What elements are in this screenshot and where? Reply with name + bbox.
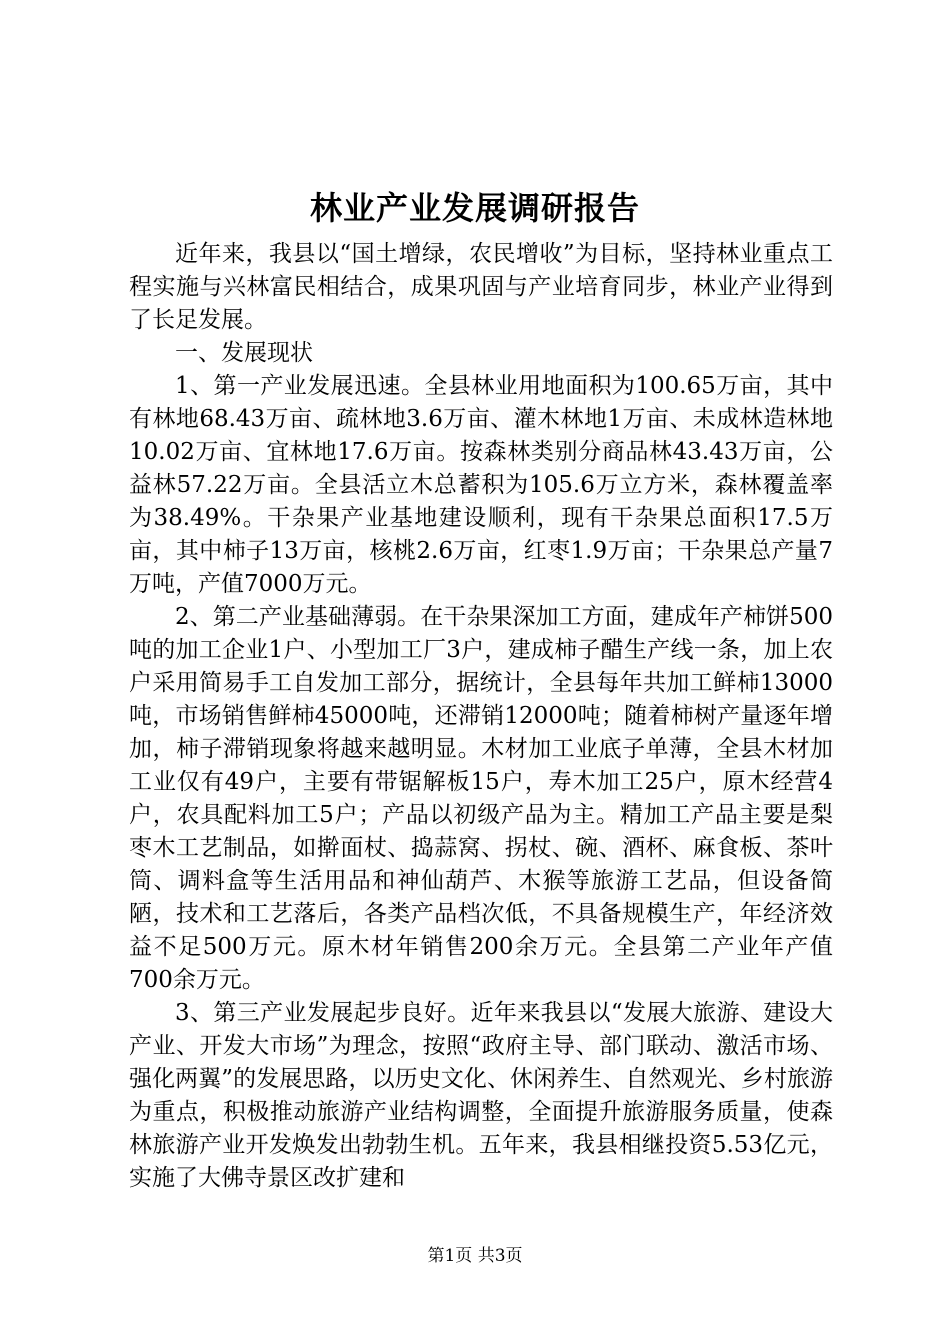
document-body (129, 238, 833, 1195)
document-title: 林业产业发展调研报告 (309, 189, 640, 227)
page-number-footer: 第1页 共3页 (427, 1246, 523, 1266)
paragraph-primary-industry: 1、第一产业发展迅速。全县林业用地面积为100.65万亩，其中有林地68.43万亩、疏林地3.6万亩、灌木林地1万亩、未成林造林地10.02万亩、宜林地17.6万亩。按森林类别分商品林43.43万亩，公益林57.22万亩。全县活立木总蓄积为105.6万立方米，森林覆盖率为38.49%。干杂果产业基地建设顺利，现有干杂果总面积17.5万亩，其中柿子13万亩，核桃2.6万亩，红枣1.9万亩；干杂果总产量7万吨，产值7000万元。 (129, 373, 833, 597)
paragraph-tertiary-industry: 3、第三产业发展起步良好。近年来我县以“发展大旅游、建设大产业、开发大市场”为理念，按照“政府主导、部门联动、激活市场、强化两翼”的发展思路，以历史文化、休闲养生、自然观光、乡村旅游为重点，积极推动旅游产业结构调整，全面提升旅游服务质量，使森林旅游产业开发焕发出勃勃生机。五年来，我县相继投资5.53亿元，实施了大佛寺景区改扩建和 (129, 1000, 833, 1191)
paragraph-secondary-industry: 2、第二产业基础薄弱。在干杂果深加工方面，建成年产柿饼500吨的加工企业1户、小型加工厂3户，建成柿子醋生产线一条，加上农户采用简易手工自发加工部分，据统计，全县每年共加工鲜柿13000吨，市场销售鲜柿45000吨，还滞销12000吨；随着柿树产量逐年增加，柿子滞销现象将越来越明显。木材加工业底子单薄，全县木材加工业仅有49户，主要有带锯解板15户，寿木加工25户，原木经营4户，农具配料加工5户；产品以初级产品为主。精加工产品主要是梨枣木工艺制品，如擀面杖、捣蒜窝、拐杖、碗、酒杯、麻食板、茶叶筒、调料盒等生活用品和神仙葫芦、木猴等旅游工艺品，但设备简陋，技术和工艺落后，各类产品档次低，不具备规模生产，年经济效益不足500万元。原木材年销售200余万元。全县第二产业年产值700余万元。 (129, 604, 833, 993)
paragraph-intro: 近年来，我县以“国土增绿，农民增收”为目标，坚持林业重点工程实施与兴林富民相结合，成果巩固与产业培育同步，林业产业得到了长足发展。 (129, 241, 833, 333)
section-heading: 一、发展现状 (175, 340, 313, 366)
